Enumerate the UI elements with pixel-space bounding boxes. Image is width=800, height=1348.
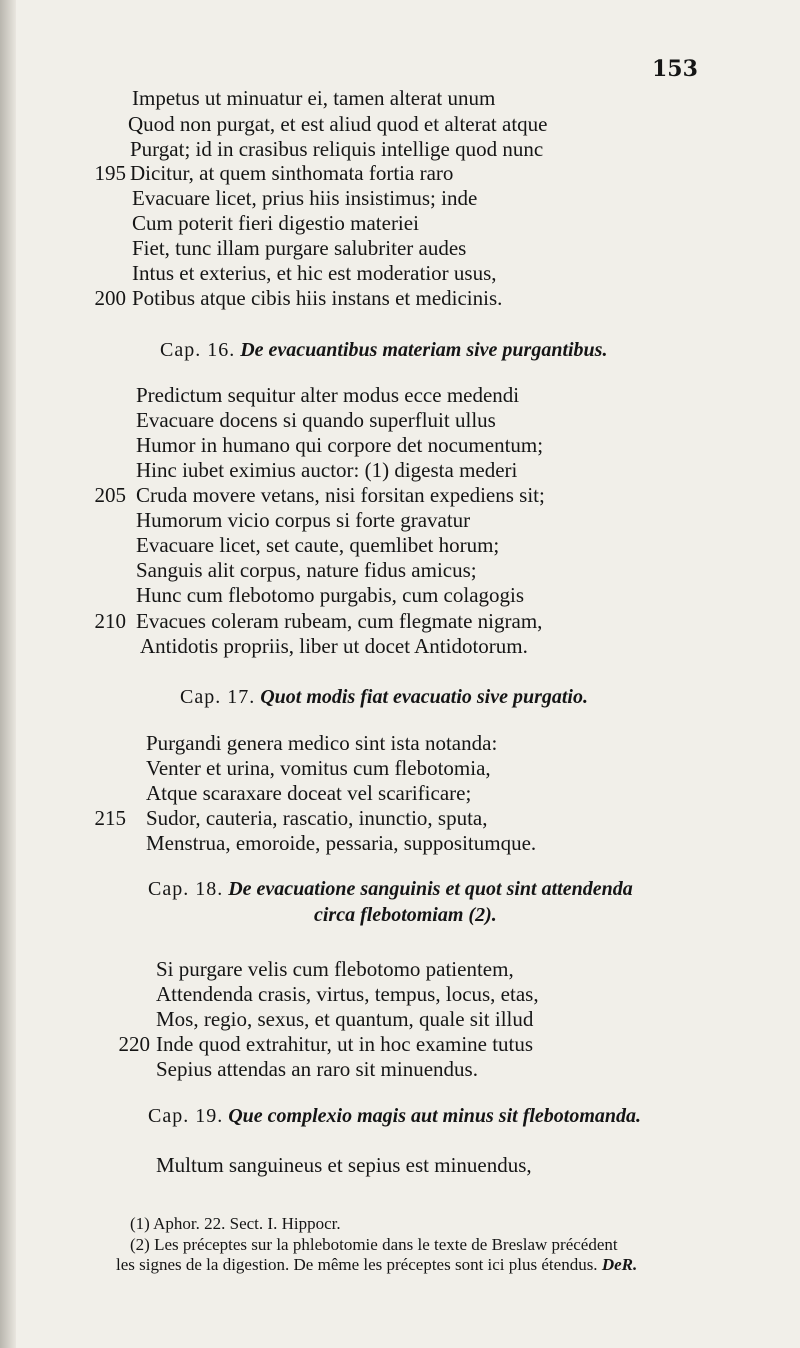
line-number: 210 xyxy=(94,609,126,633)
verse-line: Evacuare licet, set caute, quemlibet horum; xyxy=(136,533,500,557)
verse-line: Inde quod extrahitur, ut in hoc examine tutus xyxy=(156,1032,534,1056)
verse-line: Menstrua, emoroide, pessaria, suppositumque. xyxy=(146,831,537,855)
verse-line: Sudor, cauteria, rascatio, inunctio, sputa, xyxy=(146,806,488,830)
page-number: 153 xyxy=(652,56,698,82)
chapter-number: Cap. 17. xyxy=(180,686,256,708)
line-number: 200 xyxy=(94,286,126,310)
chapter-title-line-2: circa flebotomiam (2). xyxy=(314,904,497,926)
chapter-heading xyxy=(180,686,588,709)
verse-line: Sanguis alit corpus, nature fidus amicus; xyxy=(136,558,477,582)
line-number: 205 xyxy=(94,483,126,507)
verse-line: Potibus atque cibis hiis instans et medicinis. xyxy=(132,286,503,310)
verse-line: Hunc cum flebotomo purgabis, cum colagogis xyxy=(136,583,525,607)
chapter-title: De evacuantibus materiam sive purgantibus. xyxy=(240,339,608,361)
verse-line: Multum sanguineus et sepius est minuendus, xyxy=(156,1153,532,1177)
footnote-2-line-2 xyxy=(116,1255,637,1275)
chapter-heading xyxy=(160,339,607,362)
verse-line: Humorum vicio corpus si forte gravatur xyxy=(136,508,471,532)
verse-line: Impetus ut minuatur ei, tamen alterat unum xyxy=(132,86,496,110)
verse-line: Humor in humano qui corpore det nocumentum; xyxy=(136,433,544,457)
verse-line: Fiet, tunc illam purgare salubriter audes xyxy=(132,236,467,260)
verse-line: Quod non purgat, et est aliud quod et alterat atque xyxy=(128,112,548,136)
verse-line: Purgandi genera medico sint ista notanda: xyxy=(146,731,498,755)
verse-line: Purgat; id in crasibus reliquis intellige quod nunc xyxy=(130,137,544,161)
footnote-signature: DeR. xyxy=(601,1255,638,1274)
verse-line: Si purgare velis cum flebotomo patientem, xyxy=(156,957,514,981)
gutter-shadow xyxy=(0,0,16,1348)
verse-line: Evacuare docens si quando superfluit ullus xyxy=(136,408,496,432)
verse-line: Sepius attendas an raro sit minuendus. xyxy=(156,1057,478,1081)
footnote-1: (1) Aphor. 22. Sect. I. Hippocr. xyxy=(130,1214,341,1233)
verse-line: Hinc iubet eximius auctor: (1) digesta mederi xyxy=(136,458,518,482)
chapter-number: Cap. 19. xyxy=(148,1105,224,1127)
verse-line: Venter et urina, vomitus cum flebotomia, xyxy=(146,756,491,780)
line-number: 215 xyxy=(94,806,126,830)
footnote-2-line-1: (2) Les préceptes sur la phlebotomie dans le texte de Breslaw précédent xyxy=(130,1235,618,1254)
verse-line: Predictum sequitur alter modus ecce medendi xyxy=(136,383,520,407)
verse-line: Attendenda crasis, virtus, tempus, locus, etas, xyxy=(156,982,539,1006)
line-number: 220 xyxy=(118,1032,150,1056)
verse-line: Cum poterit fieri digestio materiei xyxy=(132,211,419,235)
verse-line: Cruda movere vetans, nisi forsitan expediens sit; xyxy=(136,483,545,507)
verse-line: Intus et exterius, et hic est moderatior usus, xyxy=(132,261,497,285)
chapter-title: De evacuatione sanguinis et quot sint attendenda xyxy=(228,878,633,900)
verse-line: Dicitur, at quem sinthomata fortia raro xyxy=(130,161,454,185)
chapter-title: Quot modis fiat evacuatio sive purgatio. xyxy=(260,686,588,708)
verse-line: Atque scaraxare doceat vel scarificare; xyxy=(146,781,472,805)
verse-line: Antidotis propriis, liber ut docet Antidotorum. xyxy=(140,634,528,658)
line-number: 195 xyxy=(94,161,126,185)
verse-line: Mos, regio, sexus, et quantum, quale sit illud xyxy=(156,1007,534,1031)
chapter-number: Cap. 16. xyxy=(160,339,236,361)
chapter-title: Que complexio magis aut minus sit flebotomanda. xyxy=(228,1105,642,1127)
chapter-number: Cap. 18. xyxy=(148,878,224,900)
footnote-2-text: les signes de la digestion. De même les préceptes sont ici plus étendus. xyxy=(116,1255,598,1274)
chapter-heading xyxy=(148,1105,641,1128)
verse-line: Evacues coleram rubeam, cum flegmate nigram, xyxy=(136,609,543,633)
verse-line: Evacuare licet, prius hiis insistimus; inde xyxy=(132,186,478,210)
chapter-heading-continued xyxy=(314,904,497,927)
chapter-heading xyxy=(148,878,633,901)
